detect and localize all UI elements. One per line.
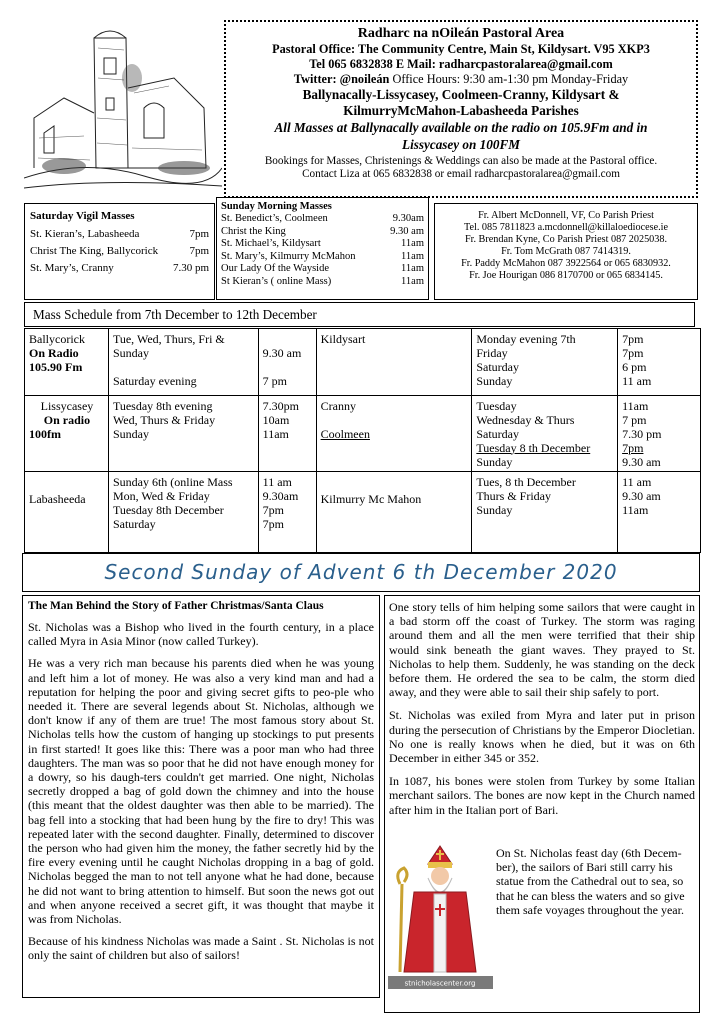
day-line: Sunday — [112, 426, 149, 441]
article-paragraph: Because of his kindness Nicholas was made a Saint . St. Nicholas is not only the saint of children but also of sailors! — [28, 934, 374, 963]
table-row — [25, 395, 701, 472]
feast-day-paragraph: On St. Nicholas feast day (6th Decem-ber), the sailors of Bari still carry his statue from the Cathedral out to sea, so that he can bless the waters and so give them safe voyages throughout the year. — [496, 846, 685, 917]
sunday-heading: Sunday Morning Masses — [221, 201, 332, 212]
day-line: Saturday — [112, 517, 156, 532]
day-line: Mon, Wed & Friday — [112, 489, 210, 504]
article-left-column — [22, 595, 380, 998]
days-cell — [472, 472, 618, 553]
parishes-line-1: Ballynacally-Lissycasey, Coolmeen-Cranny, Kildysart & — [302, 87, 620, 102]
priest-line: Fr. Brendan Kyne, Co Parish Priest 087 2025038. — [464, 234, 668, 245]
time-line: 7pm — [622, 440, 644, 455]
office-hours: Office Hours: 9:30 am-1:30 pm Monday-Friday — [392, 72, 629, 86]
day-line: Friday — [476, 346, 508, 360]
time-line: 7.30pm — [262, 398, 300, 413]
radio-line-1: All Masses at Ballynacally available on the radio on 105.9Fm and in — [274, 120, 648, 135]
sunday-place: St Kieran’s ( online Mass) — [221, 275, 332, 287]
day-line: Tuesday — [476, 398, 517, 413]
times-cell — [258, 472, 316, 553]
contact-line: Tel 065 6832838 E Mail: radharcpastoralarea@gmail.com — [309, 57, 613, 71]
day-line: Tuesday 8th evening — [112, 398, 213, 413]
days-cell — [108, 329, 258, 396]
day-line: Sunday — [476, 374, 513, 388]
article-paragraph: One story tells of him helping some sailors that were caught in a bad storm off the coast of Turkey. The storm was raging around them and all the men were terrified that their ship would sink beneath the giant waves. They prayed to St. Nicholas to help them. Suddenly, he was standing on the deck before them. He ordered the sea to be calm, the storm died away, and they were able to sail their ship safely to port. — [389, 600, 695, 700]
church-cell — [316, 329, 472, 396]
sunday-item — [221, 276, 424, 289]
radio-line-2: Lissycasey on 100FM — [402, 137, 520, 152]
days-cell — [472, 329, 618, 396]
church-name: Ballycorick — [29, 332, 85, 346]
time-line: 9.30 am — [262, 346, 302, 360]
time-line: 7pm — [622, 332, 644, 346]
priest-line: Fr. Paddy McMahon 087 3922564 or 065 6830932. — [461, 258, 671, 269]
day-line: Tuesday 8th December — [112, 503, 224, 518]
time-line: 7.30 pm — [622, 426, 662, 441]
article-paragraph: He was a very rich man because his parents died when he was young and left him a lot of money. He was also a very kind man and had a reputation for helping the poor and giving secret gifts to peo-ple who needed it. There are several legends about St. Nicholas, although we don't know if any of them are true! The most famous story about St. Nicholas tells how the custom of hanging up stockings to put presents in first started! It goes like this: There was a poor man who had three daughters. The man was so poor that he did not have enough money for a dowry, so his daugh-ters couldn't get married. One night, Nicholas secretly dropped a bag of gold down the chimney and into the house (this meant that the oldest daughter was then able to be married). The bag fell into a stocking that had been hung by the fire to dry! This was repeated later with the second daughter. Finally, determined to discover the person who had given him the money, the father secretly hid by the fire every evening until he caught Nicholas dropping in a bag of gold. Nicholas begged the man to not tell anyone what he had done, because he did not want to bring attention to himself. But soon the news got out and when anyone received a secret gift, it was thought that maybe it was from Nicholas. — [28, 656, 374, 927]
day-line: Sunday 6th (online Mass — [112, 475, 233, 490]
priests-contacts-box — [434, 203, 698, 300]
article-title: The Man Behind the Story of Father Christmas/Santa Claus — [28, 600, 324, 612]
church-cell — [25, 472, 109, 553]
day-line: Tues, 8 th December — [476, 475, 576, 490]
day-line: Sunday — [476, 503, 513, 518]
priest-line: Fr. Joe Hourigan 086 8170700 or 065 6834145. — [469, 270, 663, 281]
time-line: 11 am — [622, 374, 652, 388]
sunday-place: St. Mary’s, Kilmurry McMahon — [221, 250, 356, 262]
church-ruin-illustration — [24, 18, 222, 196]
time-line: 11am — [622, 398, 649, 413]
church-name: Labasheeda — [29, 491, 86, 506]
radio-frequency: 100fm — [29, 426, 61, 441]
table-row — [25, 472, 701, 553]
parishes-line-2: KilmurryMcMahon-Labasheeda Parishes — [343, 103, 579, 118]
church-name: Cranny — [320, 398, 356, 413]
time-line: 7 pm — [622, 412, 647, 427]
article-paragraph: In 1087, his bones were stolen from Turkey by some Italian merchant sailors. The bones are now kept in the Church named after him in the Italian port of Bari. — [389, 774, 695, 817]
sunday-morning-box — [216, 197, 429, 300]
sunday-time: 11am — [401, 250, 424, 262]
day-line: Wednesday & Thurs — [476, 412, 575, 427]
day-line: Thurs & Friday — [476, 489, 552, 504]
vigil-place: St. Mary’s, Cranny — [30, 262, 114, 274]
time-line: 11 am — [622, 475, 652, 490]
church-name: Lissycasey — [40, 398, 94, 413]
time-line: 7pm — [262, 503, 285, 518]
pastoral-area-title: Radharc na nOileán Pastoral Area — [357, 26, 565, 41]
days-cell — [108, 395, 258, 472]
saturday-vigil-box — [24, 203, 215, 300]
pastoral-office-address: Pastoral Office: The Community Centre, Main St, Kildysart. V95 XKP3 — [272, 42, 650, 56]
time-line: 11am — [262, 426, 289, 441]
pastoral-header — [224, 20, 698, 198]
days-cell — [108, 472, 258, 553]
sunday-place: Our Lady Of the Wayside — [221, 263, 330, 275]
times-cell — [618, 395, 701, 472]
sunday-time: 9.30am — [392, 213, 424, 224]
sunday-item — [221, 263, 424, 276]
vigil-place: St. Kieran’s, Labasheeda — [30, 228, 140, 240]
vigil-item — [30, 226, 209, 243]
church-cell — [25, 329, 109, 396]
time-line: 9.30am — [262, 489, 299, 504]
mass-schedule-title: Mass Schedule from 7th December to 12th December — [24, 302, 695, 327]
twitter-handle: Twitter: @noileán — [293, 72, 390, 86]
days-cell — [472, 395, 618, 472]
sunday-item — [221, 251, 424, 264]
time-line: 11 am — [262, 475, 292, 490]
sunday-item — [221, 213, 424, 226]
day-line: Tuesday 8 th December — [476, 440, 591, 455]
priest-line: Fr. Tom McGrath 087 7414319. — [501, 246, 631, 257]
priest-line: Tel. 085 7811823 a.mcdonnell@killaloediocese.ie — [463, 222, 669, 233]
day-line: Monday evening 7th — [476, 332, 576, 346]
church-name: Kildysart — [320, 332, 366, 346]
times-cell — [258, 395, 316, 472]
twitter-hours-line — [232, 72, 690, 87]
advent-banner: Second Sunday of Advent 6 th December 2020 — [22, 553, 700, 592]
day-line: Saturday evening — [112, 374, 197, 388]
sunday-time: 11am — [401, 275, 424, 287]
church-cell — [316, 395, 472, 472]
vigil-heading: Saturday Vigil Masses — [30, 210, 135, 222]
sunday-place: Christ the King — [221, 225, 286, 237]
table-row — [25, 329, 701, 396]
vigil-time: 7.30 pm — [172, 262, 209, 274]
bookings-line-1: Bookings for Masses, Christenings & Weddings can also be made at the Pastoral office. — [264, 155, 658, 167]
sunday-item — [221, 226, 424, 239]
day-line: Tue, Wed, Thurs, Fri & — [112, 332, 225, 346]
church-name: Kilmurry Mc Mahon — [320, 491, 422, 506]
vigil-item — [30, 260, 209, 277]
article-paragraph: St. Nicholas was exiled from Myra and later put in prison during the persecution of Christians by the Emperor Diocletian. No one is really knows when he died, but it was on 6th December in either 345 or 352. — [389, 708, 695, 766]
times-cell — [258, 329, 316, 396]
times-cell — [618, 329, 701, 396]
sunday-place: St. Michael’s, Kildysart — [221, 238, 321, 250]
day-line: Saturday — [476, 360, 519, 374]
church-cell — [25, 395, 109, 472]
sunday-place: St. Benedict’s, Coolmeen — [221, 213, 328, 224]
sunday-time: 11am — [401, 238, 424, 250]
image-caption: stnicholascenter.org — [404, 979, 476, 988]
time-line: 10am — [262, 412, 290, 427]
day-line: Sunday — [476, 454, 513, 469]
time-line: 7pm — [262, 517, 285, 532]
times-cell — [618, 472, 701, 553]
day-line: Wed, Thurs & Friday — [112, 412, 216, 427]
bookings-line-2: Contact Liza at 065 6832838 or email radharcpastoralarea@gmail.com — [302, 168, 620, 180]
vigil-place: Christ The King, Ballycorick — [30, 245, 159, 257]
radio-label: On Radio — [29, 346, 79, 360]
time-line: 11am — [622, 503, 649, 518]
day-line: Sunday — [112, 346, 149, 360]
radio-frequency: 105.90 Fm — [29, 360, 83, 374]
vigil-time: 7pm — [189, 228, 209, 240]
vigil-time: 7pm — [189, 245, 209, 257]
sunday-item — [221, 238, 424, 251]
st-nicholas-illustration — [388, 844, 493, 989]
sunday-time: 9.30 am — [390, 225, 424, 237]
vigil-item — [30, 243, 209, 260]
time-line: 7 pm — [262, 374, 288, 388]
time-line: 9.30 am — [622, 489, 661, 504]
time-line: 6 pm — [622, 360, 647, 374]
article-paragraph: St. Nicholas was a Bishop who lived in the fourth century, in a place called Myra in Asia Minor (now called Turkey). — [28, 620, 374, 649]
sunday-time: 11am — [401, 263, 424, 275]
church-cell — [316, 472, 472, 553]
priest-line: Fr. Albert McDonnell, VF, Co Parish Priest — [478, 210, 654, 221]
day-line: Saturday — [476, 426, 519, 441]
time-line: 7pm — [622, 346, 644, 360]
time-line: 9.30 am — [622, 454, 661, 469]
church-name: Coolmeen — [320, 426, 370, 441]
mass-schedule-table — [24, 328, 701, 553]
radio-label: On radio — [43, 412, 91, 427]
